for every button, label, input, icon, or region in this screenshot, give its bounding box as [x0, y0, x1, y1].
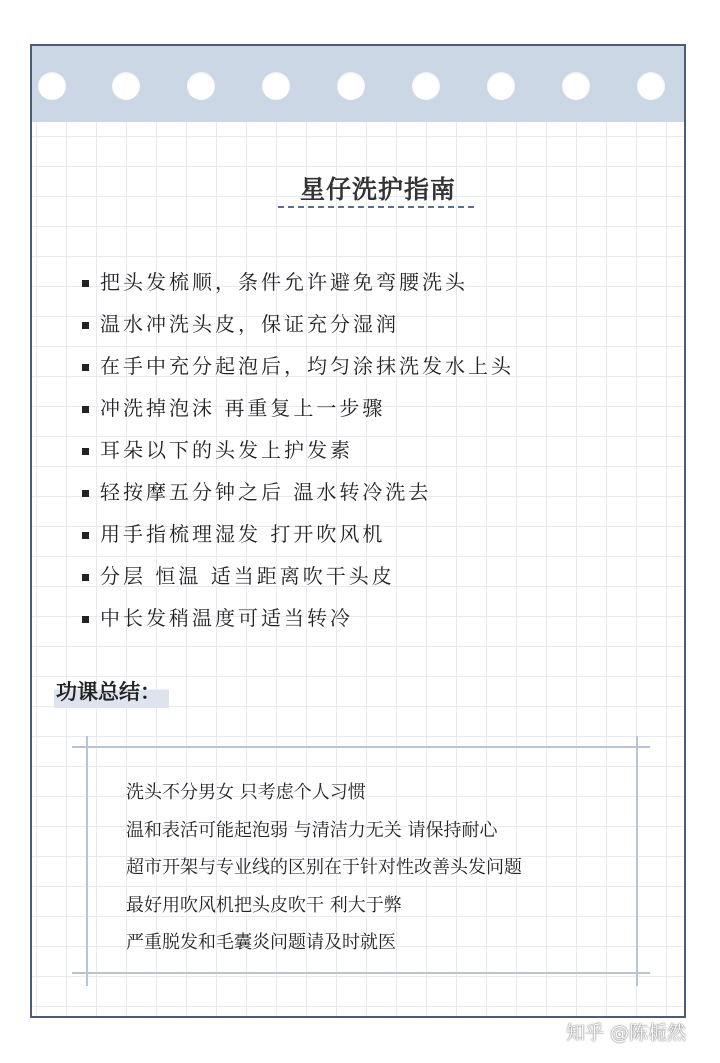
square-bullet-icon — [82, 490, 89, 497]
summary-item: 温和表活可能起泡弱 与清洁力无关 请保持耐心 — [126, 819, 498, 841]
square-bullet-icon — [82, 574, 89, 581]
binder-ring — [112, 72, 140, 100]
summary-frame — [72, 736, 650, 986]
square-bullet-icon — [82, 280, 89, 287]
tip-item — [82, 261, 514, 303]
summary-item: 超市开架与专业线的区别在于针对性改善头发问题 — [126, 857, 522, 878]
tip-item — [82, 597, 514, 639]
title-dashed-underline — [278, 206, 474, 208]
square-bullet-icon — [82, 532, 89, 539]
tip-text: 分层 恒温 适当距离吹干头皮 — [100, 564, 395, 588]
tip-text: 轻按摩五分钟之后 温水转冷洗去 — [100, 480, 432, 504]
tip-item — [82, 345, 514, 387]
tip-item — [82, 555, 514, 597]
tip-item — [82, 429, 514, 471]
tip-item — [82, 513, 514, 555]
tip-text: 冲洗掉泡沫 再重复上一步骤 — [100, 396, 386, 420]
notebook-card — [30, 44, 686, 1018]
square-bullet-icon — [82, 448, 89, 455]
frame-line-top — [72, 746, 650, 748]
binder-ring — [487, 72, 515, 100]
frame-line-bottom — [72, 972, 650, 974]
binder-ring — [262, 72, 290, 100]
binder-band — [32, 46, 684, 122]
tip-item — [82, 387, 514, 429]
tip-item — [82, 303, 514, 345]
summary-list — [126, 774, 522, 962]
tip-text: 中长发稍温度可适当转冷 — [100, 606, 353, 630]
tip-text: 耳朵以下的头发上护发素 — [100, 438, 353, 462]
frame-line-right — [636, 736, 638, 986]
binder-ring — [337, 72, 365, 100]
binder-ring — [637, 72, 665, 100]
summary-item: 洗头不分男女 只考虑个人习惯 — [126, 782, 366, 803]
tip-text: 温水冲洗头皮，保证充分湿润 — [100, 312, 399, 336]
square-bullet-icon — [82, 364, 89, 371]
binder-ring — [38, 72, 66, 100]
square-bullet-icon — [82, 322, 89, 329]
summary-heading: 功课总结： — [54, 674, 169, 708]
guide-title: 星仔洗护指南 — [299, 175, 456, 204]
binder-ring — [412, 72, 440, 100]
tip-item — [82, 471, 514, 513]
square-bullet-icon — [82, 616, 89, 623]
summary-item: 最好用吹风机把头皮吹干 利大于弊 — [126, 894, 402, 916]
summary-item: 严重脱发和毛囊炎问题请及时就医 — [126, 932, 396, 953]
tip-text: 把头发梳顺，条件允许避免弯腰洗头 — [100, 270, 468, 294]
tip-text: 用手指梳理湿发 打开吹风机 — [100, 522, 386, 546]
zhihu-watermark: 知乎 @陈栀然 — [566, 1022, 687, 1044]
tip-text: 在手中充分起泡后，均匀涂抹洗发水上头 — [100, 354, 514, 378]
binder-ring — [187, 72, 215, 100]
square-bullet-icon — [82, 406, 89, 413]
frame-line-left — [86, 736, 88, 986]
binder-ring — [562, 72, 590, 100]
tips-list — [82, 261, 514, 639]
